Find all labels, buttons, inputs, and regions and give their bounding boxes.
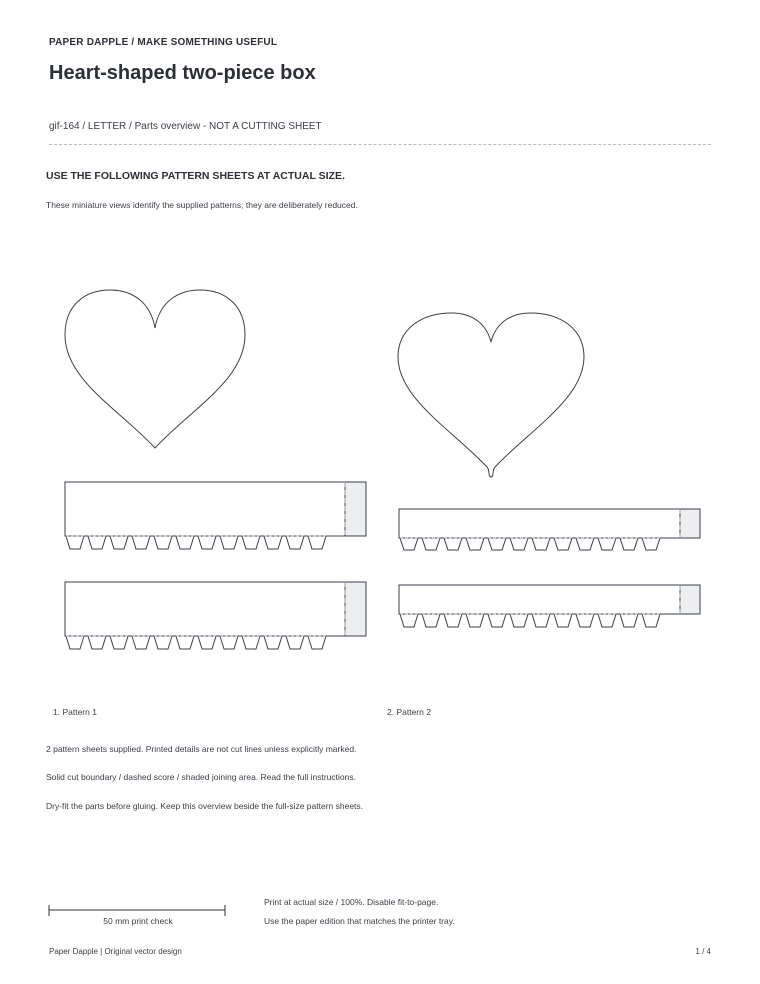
glue-tab <box>66 536 84 549</box>
glue-tab <box>422 614 440 627</box>
glue-tab <box>642 614 660 627</box>
pattern-1-heart <box>65 290 245 448</box>
intro-text: These miniature views identify the supplied patterns; they are deliberately reduced. <box>46 200 358 210</box>
glue-tab <box>488 614 506 627</box>
glue-tab <box>88 536 106 549</box>
pattern-1-strip-a <box>65 482 366 549</box>
glue-tab <box>488 538 506 550</box>
instruction-heading: USE THE FOLLOWING PATTERN SHEETS AT ACTUAL SIZE. <box>46 170 345 182</box>
glue-tab <box>198 536 216 549</box>
glue-tab <box>620 614 638 627</box>
glue-tab <box>400 538 418 550</box>
glue-tab <box>220 536 238 549</box>
glue-tab <box>466 538 484 550</box>
glue-tab <box>308 636 326 649</box>
footer-credit: Paper Dapple | Original vector design <box>49 947 182 956</box>
glue-tab <box>642 538 660 550</box>
note-sheets: 2 pattern sheets supplied. Printed details are not cut lines unless explicitly marked. <box>46 744 357 754</box>
pattern-2-strip-b <box>399 585 700 627</box>
glue-tab <box>554 614 572 627</box>
print-note-size: Print at actual size / 100%. Disable fit-to-page. <box>264 897 439 907</box>
page-number: 1 / 4 <box>695 947 711 956</box>
glue-tab <box>400 614 418 627</box>
glue-tab <box>220 636 238 649</box>
glue-tab <box>444 538 462 550</box>
glue-tab <box>154 536 172 549</box>
glue-tab <box>286 636 304 649</box>
glue-tab <box>286 536 304 549</box>
glue-tab <box>110 536 128 549</box>
glue-tab <box>532 538 550 550</box>
pattern-2-label: 2. Pattern 2 <box>387 707 431 717</box>
glue-tab <box>598 538 616 550</box>
glue-tab <box>132 536 150 549</box>
glue-tab <box>466 614 484 627</box>
pattern-1-label: 1. Pattern 1 <box>53 707 97 717</box>
glue-tab <box>176 636 194 649</box>
glue-tab <box>154 636 172 649</box>
glue-tab <box>620 538 638 550</box>
pattern-2-heart <box>398 313 584 477</box>
glue-tab <box>264 636 282 649</box>
glue-tab <box>66 636 84 649</box>
glue-tab <box>88 636 106 649</box>
glue-tab <box>532 614 550 627</box>
page-title: Heart-shaped two-piece box <box>49 62 316 84</box>
glue-tab <box>444 614 462 627</box>
glue-tab <box>242 536 260 549</box>
glue-tab <box>576 614 594 627</box>
glue-tab <box>198 636 216 649</box>
note-legend: Solid cut boundary / dashed score / shaded joining area. Read the full instructions. <box>46 772 356 782</box>
glue-tab <box>510 538 528 550</box>
print-note-paper: Use the paper edition that matches the printer tray. <box>264 916 455 926</box>
glue-tab <box>598 614 616 627</box>
scale-bar <box>48 903 228 917</box>
brand-line: PAPER DAPPLE / MAKE SOMETHING USEFUL <box>49 37 278 48</box>
glue-tab <box>176 536 194 549</box>
glue-tab <box>110 636 128 649</box>
glue-tab <box>510 614 528 627</box>
glue-tab <box>264 536 282 549</box>
pattern-2-strip-a <box>399 509 700 550</box>
note-dry-fit: Dry-fit the parts before gluing. Keep this overview beside the full-size pattern sheets. <box>46 801 364 811</box>
document-meta: gif-164 / LETTER / Parts overview - NOT A CUTTING SHEET <box>49 121 322 132</box>
glue-tab <box>308 536 326 549</box>
glue-tab <box>554 538 572 550</box>
glue-tab <box>242 636 260 649</box>
glue-tab <box>422 538 440 550</box>
scale-bar-label: 50 mm print check <box>103 916 173 926</box>
glue-tab <box>576 538 594 550</box>
glue-tab <box>132 636 150 649</box>
pattern-1-strip-b <box>65 582 366 649</box>
